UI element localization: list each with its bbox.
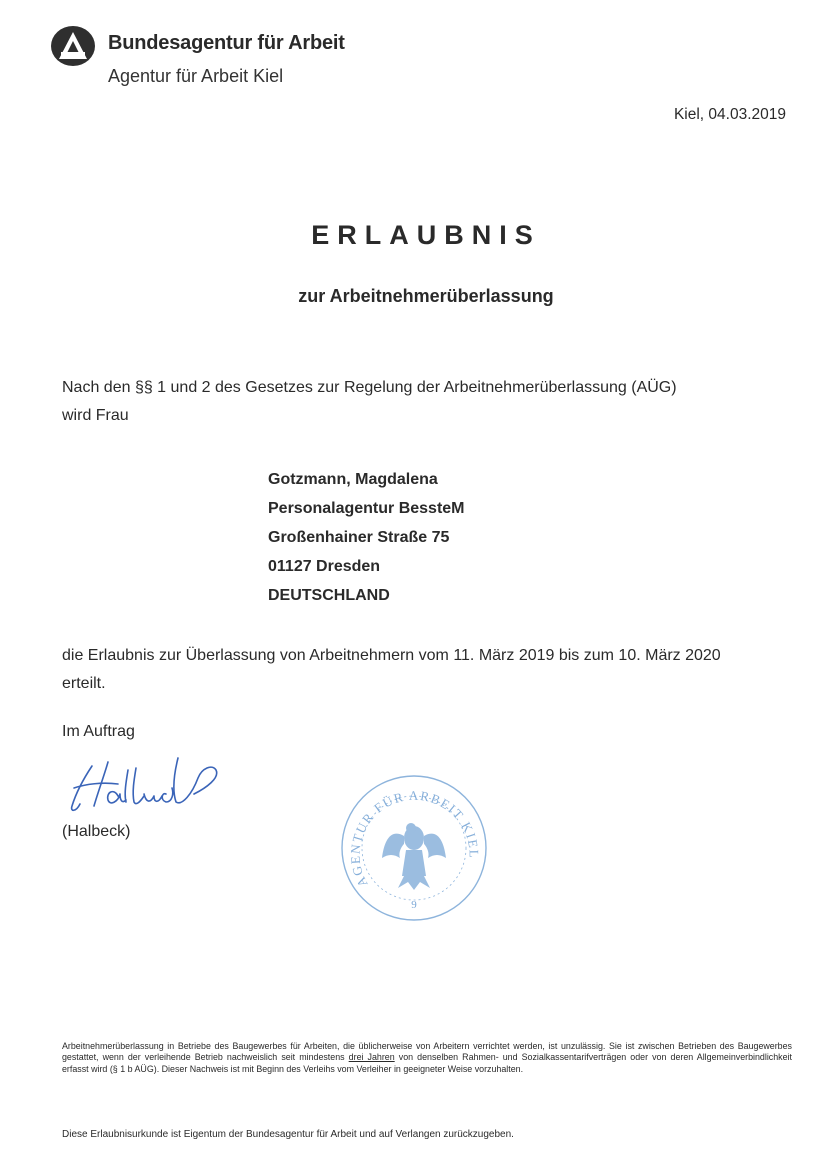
document-subtitle: zur Arbeitnehmerüberlassung	[298, 286, 554, 306]
signer-name: (Halbeck)	[62, 823, 131, 840]
recipient-address	[268, 465, 465, 610]
footnote-part-2: von denselben Rahmen- und Sozialkassentarifverträgen oder von deren Allgemeinverbindlichkeit erfasst wird (§ 1 b AÜG). Dieser Nachweis ist mit Beginn des Verleihs vom Verleiher in geeigneter Weise vorzuhalten.	[62, 1052, 792, 1074]
grant-line-2: erteilt.	[62, 675, 106, 692]
official-seal-icon	[338, 772, 490, 924]
agency-logo-icon	[50, 25, 96, 67]
date-line: Kiel, 04.03.2019	[673, 106, 786, 123]
footnote-part-1: Arbeitnehmerüberlassung in Betriebe des Baugewerbes für Arbeiten, die üblicherweise von Arbeitern verrichtet werden, ist unzulässig. Sie ist zwischen Betrieben des Baugewerbes gestattet, wenn der verleihende Betrieb nachweislich seit mindestens	[62, 1041, 792, 1063]
grant-line-1: die Erlaubnis zur Überlassung von Arbeitnehmern vom 11. März 2019 bis zum 10. März 2020	[62, 647, 721, 664]
intro-line-2: wird Frau	[62, 407, 129, 424]
grant-paragraph	[62, 642, 822, 698]
footnote-underlined: drei Jahren	[348, 1052, 395, 1063]
organization-name: Bundesagentur für Arbeit	[108, 32, 345, 54]
recipient-street: Großenhainer Straße 75	[268, 529, 450, 546]
handwritten-signature	[62, 748, 222, 818]
recipient-country: DEUTSCHLAND	[268, 587, 390, 604]
intro-paragraph	[62, 374, 802, 430]
seal-number: 9	[411, 899, 417, 911]
document-title: ERLAUBNIS	[311, 220, 541, 250]
recipient-city: 01127 Dresden	[268, 558, 381, 575]
recipient-name: Gotzmann, Magdalena	[268, 471, 438, 488]
footnote-construction-industry	[62, 1041, 792, 1075]
svg-text:AGENTUR FÜR ARBEIT KIEL: AGENTUR FÜR ARBEIT KIEL	[347, 787, 482, 890]
ownership-notice: Diese Erlaubnisurkunde ist Eigentum der Bundesagentur für Arbeit und auf Verlangen zurückzugeben.	[62, 1129, 514, 1140]
recipient-company: Personalagentur BessteM	[268, 500, 465, 517]
office-name: Agentur für Arbeit Kiel	[108, 66, 284, 86]
intro-line-1: Nach den §§ 1 und 2 des Gesetzes zur Regelung der Arbeitnehmerüberlassung (AÜG)	[62, 379, 677, 396]
on-behalf-label: Im Auftrag	[62, 723, 135, 740]
